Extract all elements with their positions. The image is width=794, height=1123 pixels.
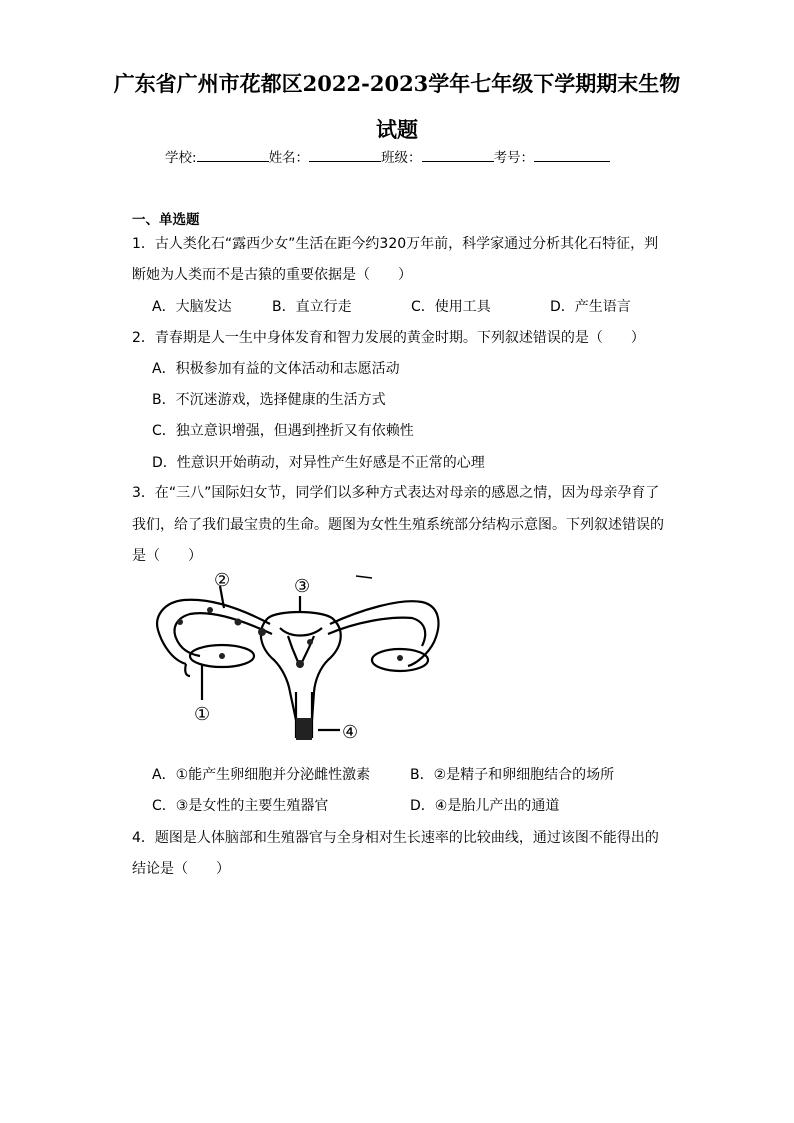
label-2: ② xyxy=(214,570,231,591)
q2-option-a[interactable]: A．积极参加有益的文体活动和志愿活动 xyxy=(152,361,400,377)
q3-option-a[interactable]: A．①能产生卵细胞并分泌雌性激素 xyxy=(152,767,371,783)
vaginal-opening-fill xyxy=(296,718,312,740)
q3-option-d[interactable]: D．④是胎儿产出的通道 xyxy=(410,798,560,814)
class-blank[interactable] xyxy=(422,149,494,162)
number-label: 考号： xyxy=(493,150,535,166)
q2-option-c[interactable]: C．独立意识增强，但遇到挫折又有依赖性 xyxy=(152,423,414,439)
tube-dot xyxy=(207,607,213,613)
q1-option-c[interactable]: C．使用工具 xyxy=(411,299,491,315)
tube-dot xyxy=(258,628,266,636)
page-title-line2: 试题 xyxy=(376,117,418,142)
q1-line2: 断她为人类而不是古猿的重要依据是（ ） xyxy=(132,267,412,283)
name-label: 姓名： xyxy=(268,150,310,166)
class-label: 班级： xyxy=(381,150,422,166)
label-1: ① xyxy=(194,704,211,725)
name-blank[interactable] xyxy=(309,149,381,162)
right-tube-outer xyxy=(330,601,438,666)
number-blank[interactable] xyxy=(534,149,610,162)
page-title-line1: 广东省广州市花都区2022-2023学年七年级下学期期末生物 xyxy=(113,71,681,96)
q3-option-b[interactable]: B．②是精子和卵细胞结合的场所 xyxy=(410,767,615,783)
section-heading: 一、单选题 xyxy=(132,212,200,228)
left-fimbria xyxy=(185,664,190,676)
q4-line1: 4．题图是人体脑部和生殖器官与全身相对生长速率的比较曲线，通过该图不能得出的 xyxy=(132,830,659,846)
q2-option-b[interactable]: B．不沉迷游戏，选择健康的生活方式 xyxy=(152,392,386,408)
cavity-dot xyxy=(307,639,313,645)
right-tube-inner xyxy=(328,618,425,646)
q3-line2: 我们，给了我们最宝贵的生命。题图为女性生殖系统部分结构示意图。下列叙述错误的 xyxy=(132,517,664,533)
stray-mark xyxy=(356,576,372,578)
student-info-row xyxy=(165,146,610,166)
q4-line2: 结论是（ ） xyxy=(132,861,230,877)
school-blank[interactable] xyxy=(197,149,269,162)
cavity-dot xyxy=(296,660,304,668)
left-tube-inner xyxy=(175,613,272,656)
q2-option-d[interactable]: D．性意识开始萌动，对异性产生好感是不正常的心理 xyxy=(152,455,485,471)
q3-line3: 是（ ） xyxy=(132,548,202,564)
q1-option-b[interactable]: B．直立行走 xyxy=(272,299,352,315)
tube-dot xyxy=(235,619,242,626)
q1-line1: 1．古人类化石“露西少女”生活在距今约320万年前，科学家通过分析其化石特征，判 xyxy=(132,236,659,252)
q1-option-a[interactable]: A．大脑发达 xyxy=(152,299,232,315)
label-3: ③ xyxy=(294,576,311,597)
ovary-dot xyxy=(397,655,403,661)
q1-option-d[interactable]: D．产生语言 xyxy=(550,299,631,315)
label-4: ④ xyxy=(342,722,359,743)
q3-line1: 3．在“三八”国际妇女节，同学们以多种方式表达对母亲的感恩之情，因为母亲孕育了 xyxy=(132,485,660,501)
tube-dot xyxy=(177,619,183,625)
q2-line1: 2．青春期是人一生中身体发育和智力发展的黄金时期。下列叙述错误的是（ ） xyxy=(132,330,645,346)
q3-option-c[interactable]: C．③是女性的主要生殖器官 xyxy=(152,798,329,814)
ovary-dot xyxy=(219,653,225,659)
school-label: 学校: xyxy=(165,150,197,166)
female-reproductive-diagram xyxy=(150,568,450,748)
